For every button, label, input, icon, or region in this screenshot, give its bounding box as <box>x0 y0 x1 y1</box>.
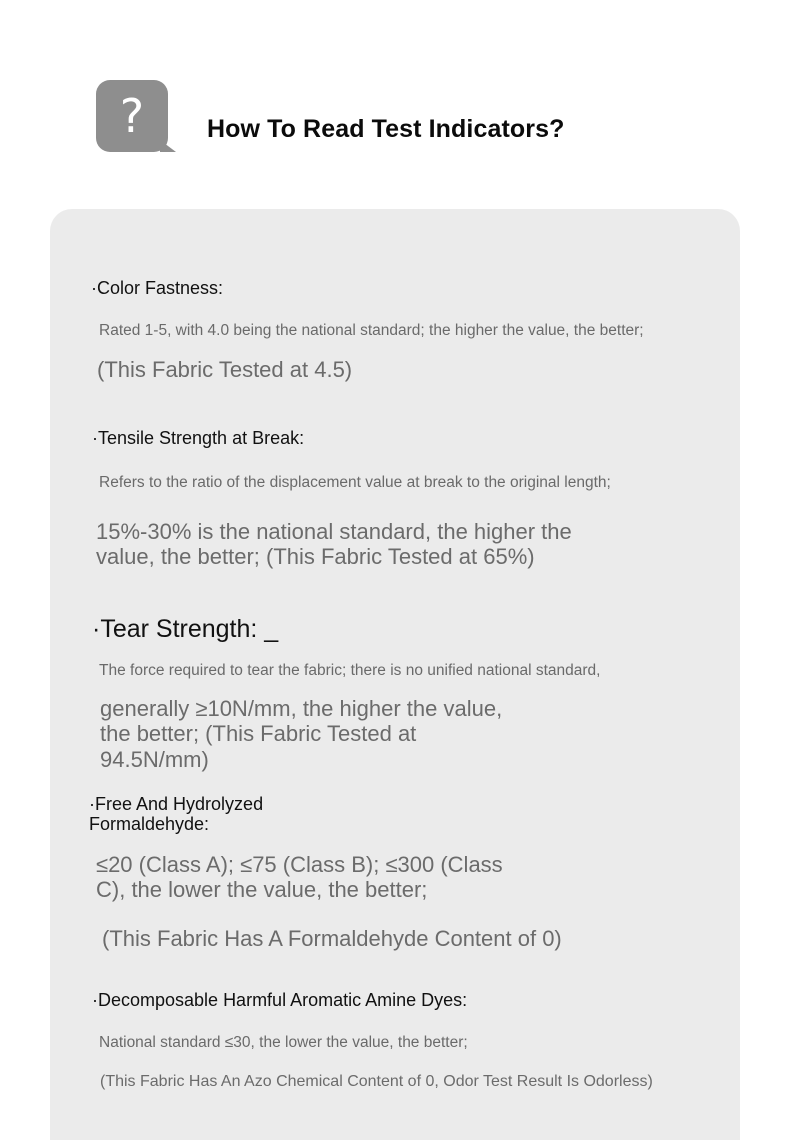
section-value-color-fastness: (This Fabric Tested at 4.5) <box>97 357 353 382</box>
section-value-tensile-line-1: 15%-30% is the national standard, the higher the <box>96 519 572 544</box>
section-description-aromatic-amine: National standard ≤30, the lower the value, the better; <box>99 1034 468 1051</box>
section-heading-formaldehyde-line-1: ·Free And Hydrolyzed <box>89 794 264 814</box>
help-icon <box>96 80 168 152</box>
section-heading-formaldehyde-line-2: Formaldehyde: <box>89 814 210 834</box>
section-note-aromatic-amine: (This Fabric Has An Azo Chemical Content of 0, Odor Test Result Is Odorless) <box>100 1073 653 1090</box>
section-heading-tensile-strength: ·Tensile Strength at Break: <box>92 428 305 448</box>
section-value-tear-line-1: generally ≥10N/mm, the higher the value, <box>100 696 503 721</box>
section-description-tear-strength: The force required to tear the fabric; there is no unified national standard, <box>99 662 601 679</box>
section-value-tear-line-3: 94.5N/mm) <box>100 747 209 772</box>
section-value-formaldehyde-line-1: ≤20 (Class A); ≤75 (Class B); ≤300 (Class <box>96 852 503 877</box>
page-title: How To Read Test Indicators? <box>207 115 565 143</box>
section-description-color-fastness: Rated 1-5, with 4.0 being the national standard; the higher the value, the better; <box>99 322 644 339</box>
section-heading-tear-strength: ·Tear Strength: _ <box>92 615 279 643</box>
section-heading-aromatic-amine: ·Decomposable Harmful Aromatic Amine Dyes: <box>92 990 468 1010</box>
section-value-tear-line-2: the better; (This Fabric Tested at <box>100 721 417 746</box>
section-heading-color-fastness: ·Color Fastness: <box>91 278 224 298</box>
section-value-formaldehyde-line-2: C), the lower the value, the better; <box>96 877 428 902</box>
section-value-tensile-line-2: value, the better; (This Fabric Tested at 65%) <box>96 544 535 569</box>
section-note-formaldehyde: (This Fabric Has A Formaldehyde Content of 0) <box>102 926 562 951</box>
question-mark-icon: ? <box>119 89 145 143</box>
section-description-tensile-strength: Refers to the ratio of the displacement value at break to the original length; <box>99 474 611 491</box>
